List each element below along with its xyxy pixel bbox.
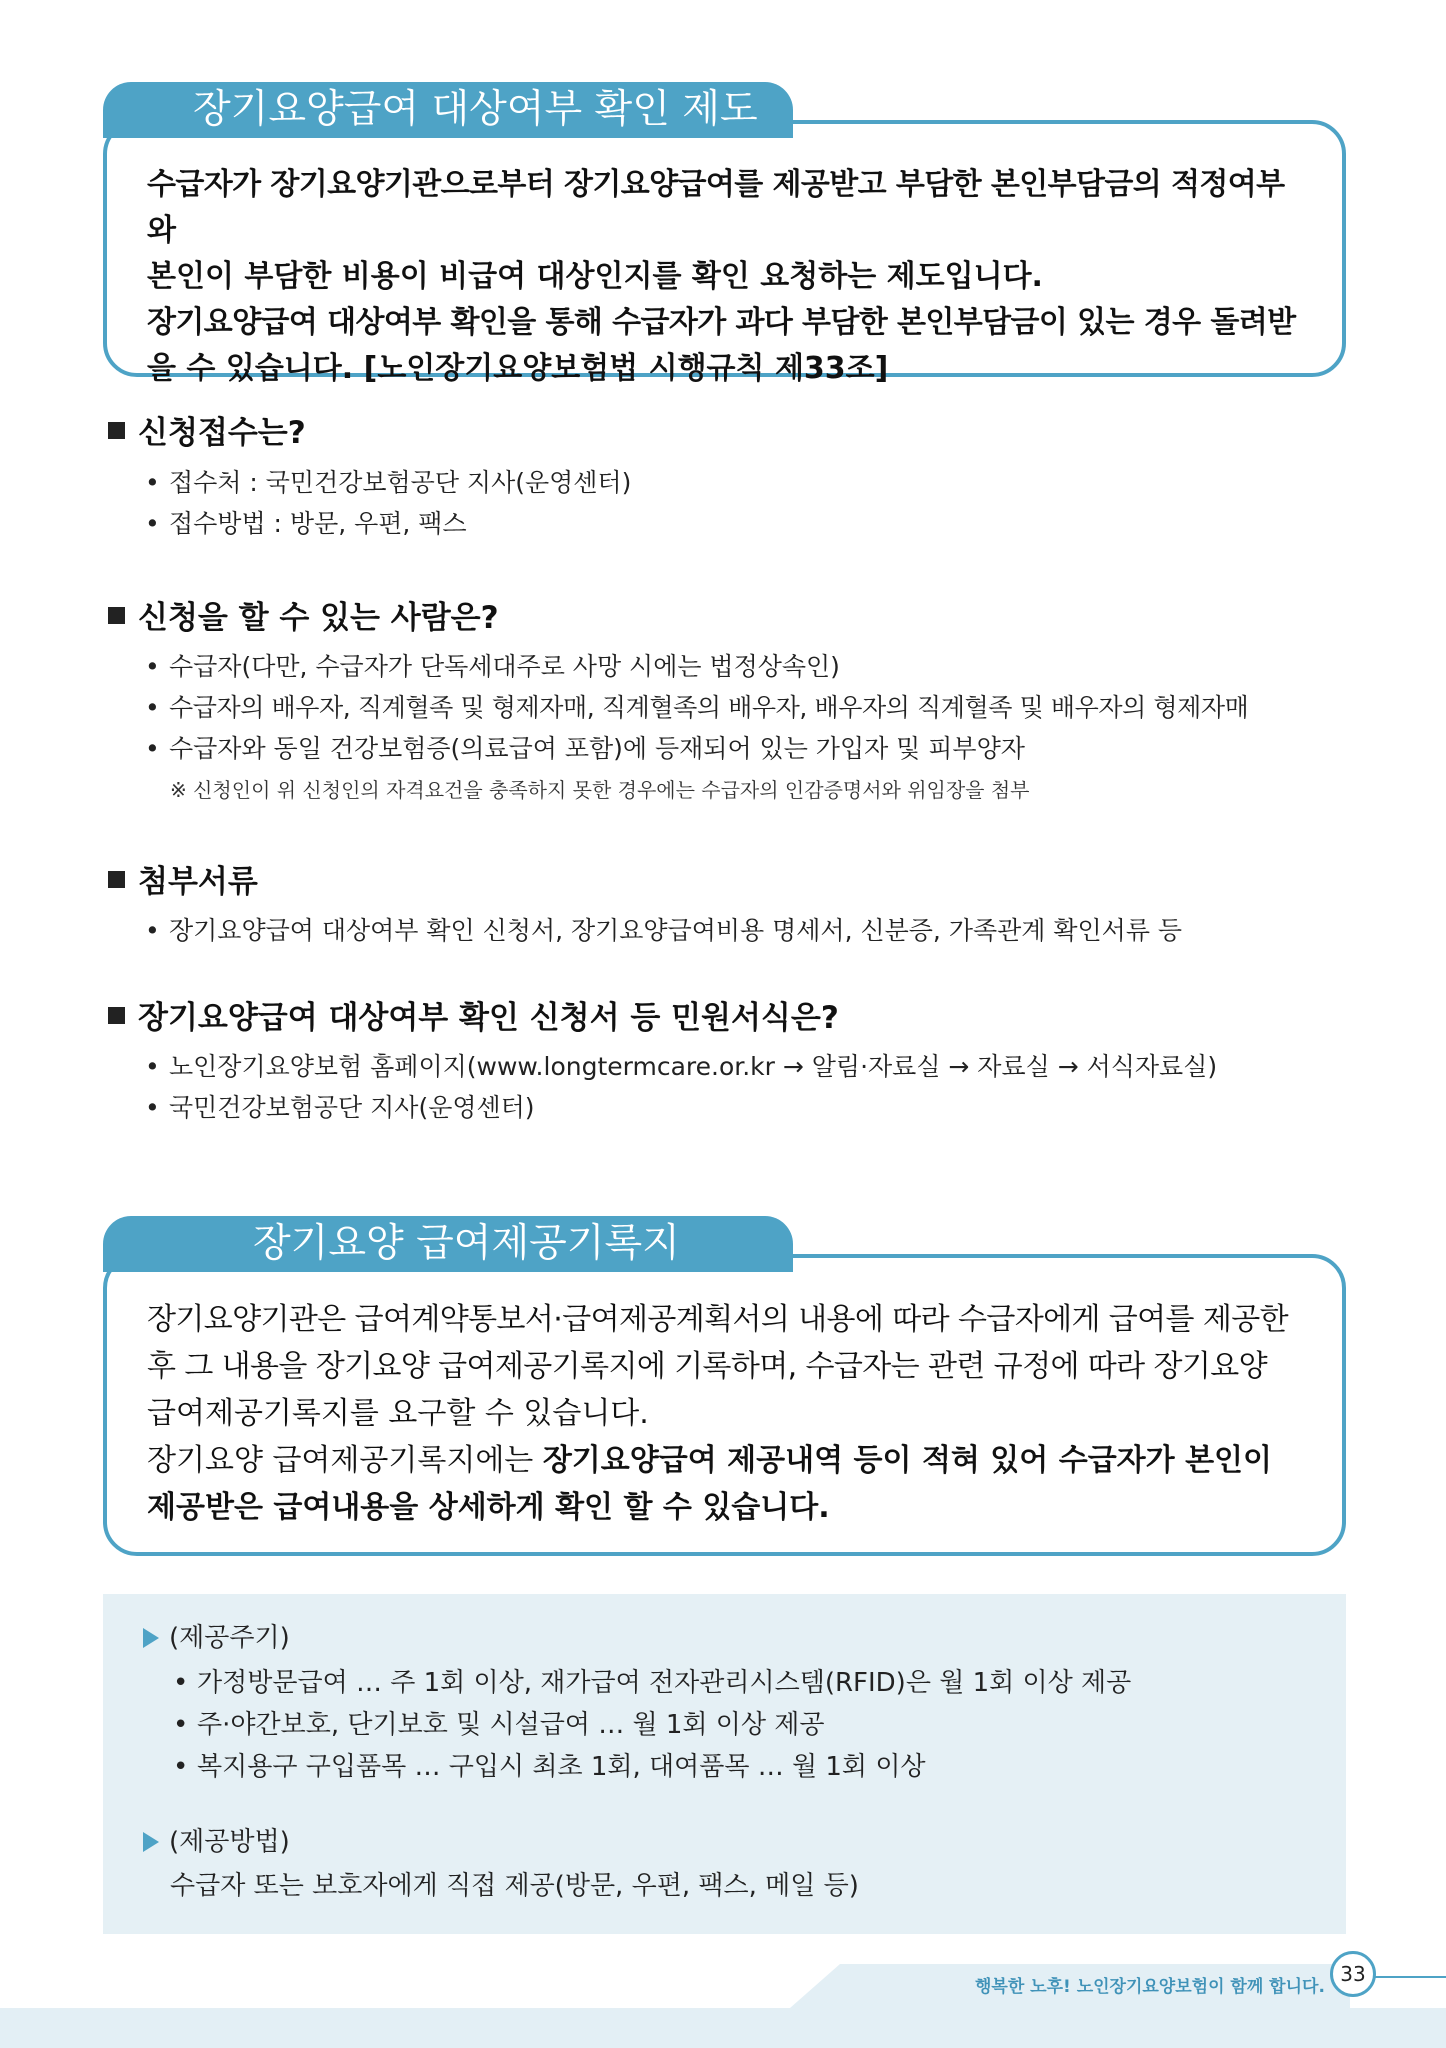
provision-info-panel	[103, 1594, 1346, 1934]
who-note: ※ 신청인이 위 신청인의 자격요건을 충족하지 못한 경우에는 수급자의 인감증명서와 위임장을 첨부	[170, 778, 1030, 802]
list-item: • 주·야간보호, 단기보호 및 시설급여 … 월 1회 이상 제공	[173, 1704, 1131, 1746]
eligibility-line: 장기요양급여 대상여부 확인을 통해 수급자가 과다 부담한 본인부담금이 있는 경우 돌려받	[147, 305, 1296, 340]
triangle-bullet-icon	[143, 1832, 159, 1852]
method-heading	[143, 1824, 290, 1860]
docs-heading	[108, 862, 258, 902]
square-bullet-icon	[108, 607, 125, 624]
heading-text: 신청접수는?	[138, 415, 306, 451]
heading-text: (제공방법)	[169, 1827, 290, 1857]
list-item: • 복지용구 구입품목 … 구입시 최초 1회, 대여품목 … 월 1회 이상	[173, 1746, 1131, 1788]
record-line	[147, 1437, 1308, 1484]
heading-text: (제공주기)	[169, 1623, 290, 1653]
section-eligibility-check	[103, 82, 1346, 386]
section-title-tab	[103, 1216, 793, 1272]
apply-list	[145, 462, 631, 544]
section-title-tab	[103, 82, 793, 138]
triangle-bullet-icon	[143, 1628, 159, 1648]
heading-text: 장기요양급여 대상여부 확인 신청서 등 민원서식은?	[138, 1000, 839, 1036]
forms-heading	[108, 998, 839, 1038]
period-heading	[143, 1620, 290, 1656]
record-line-plain: 장기요양 급여제공기록지에는	[147, 1443, 543, 1478]
record-line: 급여제공기록지를 요구할 수 있습니다.	[147, 1396, 649, 1431]
record-line: 장기요양기관은 급여계약통보서·급여제공계획서의 내용에 따라 수급자에게 급여를 제공한	[147, 1302, 1288, 1337]
footer-slogan: 행복한 노후! 노인장기요양보험이 함께 합니다.	[975, 1977, 1325, 1997]
eligibility-box	[103, 120, 1346, 386]
eligibility-line: 을 수 있습니다. [노인장기요양보험법 시행규칙 제33조]	[147, 351, 889, 386]
service-record-box	[103, 1254, 1346, 1556]
record-line: 후 그 내용을 장기요양 급여제공기록지에 기록하며, 수급자는 관련 규정에 따라 장기요양	[147, 1349, 1267, 1384]
section-service-record	[103, 1216, 1346, 1556]
square-bullet-icon	[108, 871, 125, 888]
who-heading	[108, 598, 499, 638]
docs-list	[145, 910, 1182, 951]
page-number: 33	[1330, 1951, 1376, 1997]
footer-band	[0, 2008, 1446, 2048]
list-item: • 수급자와 동일 건강보험증(의료급여 포함)에 등재되어 있는 가입자 및 피부양자	[145, 728, 1248, 769]
list-item: • 가정방문급여 … 주 1회 이상, 재가급여 전자관리시스템(RFID)은 월 1회 이상 제공	[173, 1662, 1131, 1704]
square-bullet-icon	[108, 1007, 125, 1024]
record-line-bold: 장기요양급여 제공내역 등이 적혀 있어 수급자가 본인이	[542, 1443, 1273, 1478]
heading-text: 신청을 할 수 있는 사람은?	[138, 600, 499, 636]
method-text: 수급자 또는 보호자에게 직접 제공(방문, 우편, 팩스, 메일 등)	[170, 1871, 859, 1901]
eligibility-line: 수급자가 장기요양기관으로부터 장기요양급여를 제공받고 부담한 본인부담금의 적정여부와	[147, 167, 1285, 248]
list-item: • 장기요양급여 대상여부 확인 신청서, 장기요양급여비용 명세서, 신분증, 가족관계 확인서류 등	[145, 910, 1182, 951]
list-item: • 국민건강보험공단 지사(운영센터)	[145, 1087, 1217, 1128]
eligibility-line: 본인이 부담한 비용이 비급여 대상인지를 확인 요청하는 제도입니다.	[147, 259, 1043, 294]
forms-list	[145, 1046, 1217, 1128]
period-list	[173, 1662, 1131, 1788]
who-list	[145, 646, 1248, 769]
record-line-bold: 제공받은 급여내용을 상세하게 확인 할 수 있습니다.	[147, 1490, 830, 1525]
page-number-line	[1370, 1976, 1446, 1978]
section-title: 장기요양급여 대상여부 확인 제도	[193, 87, 758, 132]
list-item: • 접수방법 : 방문, 우편, 팩스	[145, 503, 631, 544]
square-bullet-icon	[108, 422, 125, 439]
list-item: • 노인장기요양보험 홈페이지(www.longtermcare.or.kr → 알림·자료실 → 자료실 → 서식자료실)	[145, 1046, 1217, 1087]
list-item: • 수급자의 배우자, 직계혈족 및 형제자매, 직계혈족의 배우자, 배우자의 직계혈족 및 배우자의 형제자매	[145, 687, 1248, 728]
list-item: • 수급자(다만, 수급자가 단독세대주로 사망 시에는 법정상속인)	[145, 646, 1248, 687]
list-item: • 접수처 : 국민건강보험공단 지사(운영센터)	[145, 462, 631, 503]
heading-text: 첨부서류	[138, 864, 258, 900]
eligibility-description	[147, 162, 1308, 392]
service-record-description	[147, 1296, 1308, 1531]
section-title: 장기요양 급여제공기록지	[253, 1221, 680, 1266]
apply-heading	[108, 413, 306, 453]
